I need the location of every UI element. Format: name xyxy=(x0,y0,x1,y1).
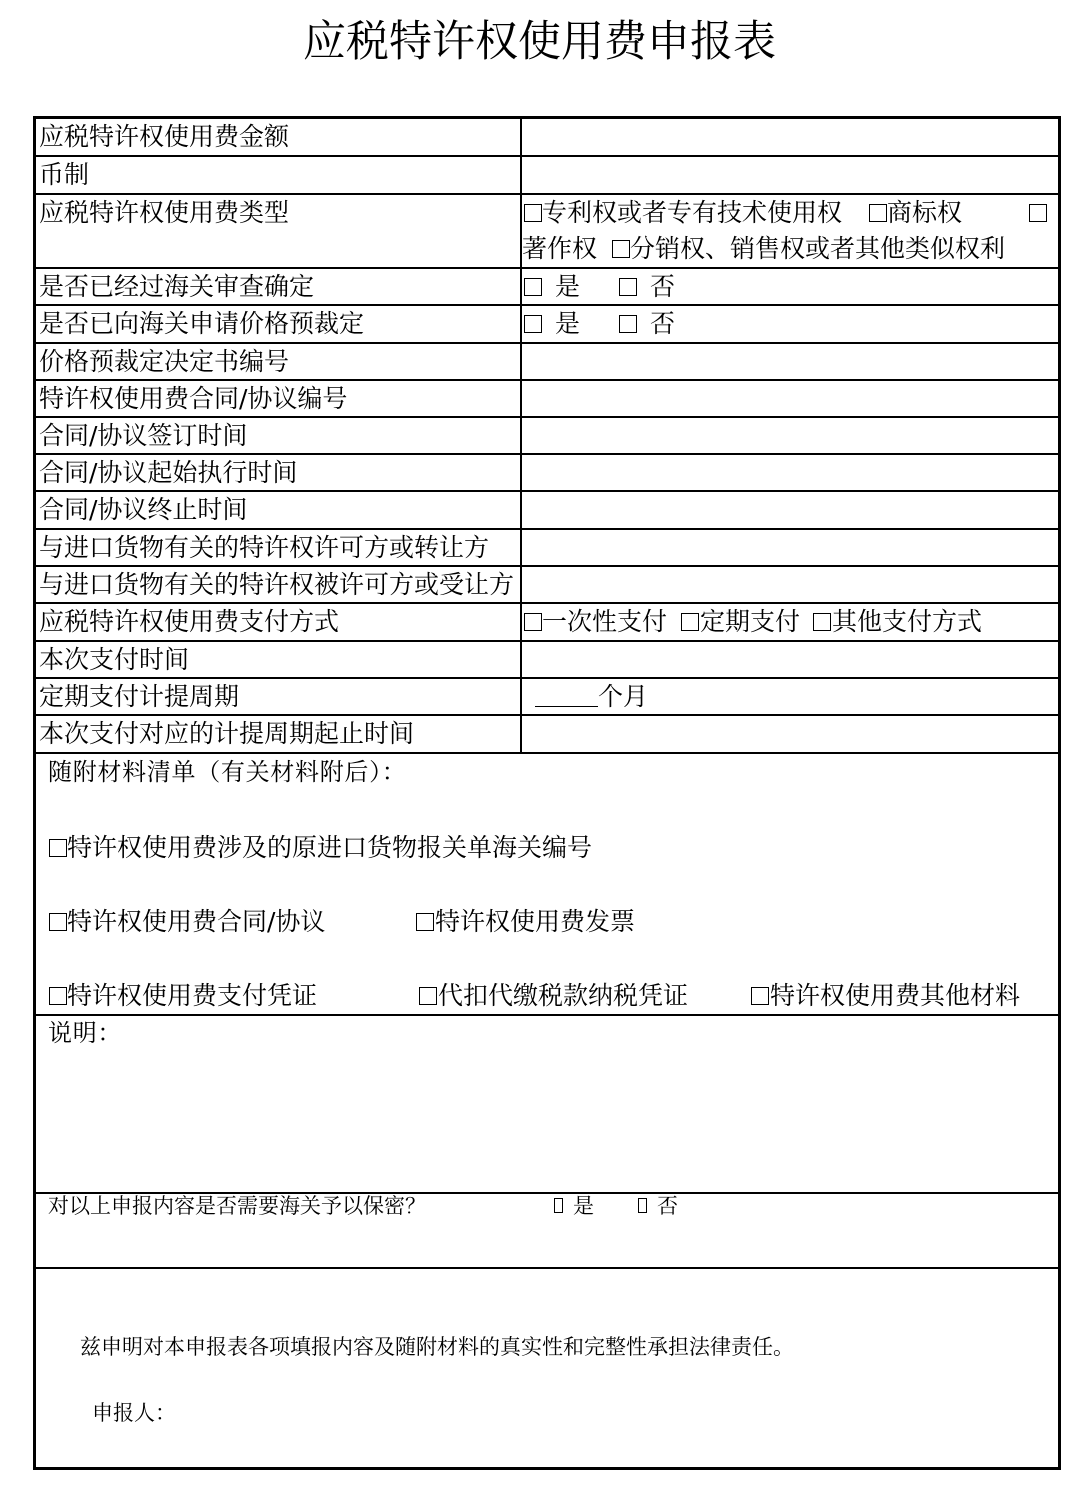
confidentiality-section xyxy=(36,1194,1058,1269)
attachments-section xyxy=(36,754,1058,1016)
declaration-statement: 兹申明对本申报表各项填报内容及随附材料的真实性和完整性承担法律责任。 xyxy=(80,1335,794,1359)
row-payment-date xyxy=(36,642,1058,679)
row-customs-reviewed xyxy=(36,269,1058,306)
attachment-invoice-label: 特许权使用费发票 xyxy=(435,907,636,936)
confidential-no-checkbox[interactable] xyxy=(638,1198,647,1213)
licensor-field[interactable] xyxy=(522,530,1058,565)
customs-reviewed-yes-label: 是 xyxy=(555,272,581,301)
customs-reviewed-no-label: 否 xyxy=(650,272,676,301)
currency-field[interactable] xyxy=(522,157,1058,193)
confidentiality-question: 对以上申报内容是否需要海关予以保密？ xyxy=(48,1194,426,1218)
confidential-yes-checkbox[interactable] xyxy=(554,1198,563,1213)
declaration-section xyxy=(36,1269,1058,1467)
royalty-amount-field[interactable] xyxy=(522,119,1058,155)
row-currency xyxy=(36,157,1058,195)
trademark-checkbox[interactable] xyxy=(869,204,887,222)
row-accrual-period xyxy=(36,679,1058,716)
notes-section xyxy=(36,1016,1058,1194)
advance-ruling-label: 是否已向海关申请价格预裁定 xyxy=(36,306,522,342)
royalty-type-label: 应税特许权使用费类型 xyxy=(36,195,522,267)
contract-start-date-field[interactable] xyxy=(522,455,1058,490)
advance-ruling-no-checkbox[interactable] xyxy=(619,315,637,333)
row-ruling-number xyxy=(36,344,1058,381)
contract-sign-date-label: 合同/协议签订时间 xyxy=(36,418,522,453)
confidential-yes-label: 是 xyxy=(573,1194,594,1218)
customs-reviewed-options xyxy=(522,269,1058,304)
distribution-option-label: 分销权、销售权或者其他类似权利 xyxy=(630,234,1006,263)
royalty-type-options xyxy=(522,195,1058,267)
row-contract-start-date xyxy=(36,455,1058,492)
lump-sum-label: 一次性支付 xyxy=(542,607,668,636)
contract-number-label: 特许权使用费合同/协议编号 xyxy=(36,381,522,416)
royalty-amount-label: 应税特许权使用费金额 xyxy=(36,119,522,155)
contract-sign-date-field[interactable] xyxy=(522,418,1058,453)
copyright-checkbox[interactable] xyxy=(1029,204,1047,222)
licensee-label: 与进口货物有关的特许权被许可方或受让方 xyxy=(36,567,522,602)
ruling-number-field[interactable] xyxy=(522,344,1058,379)
copyright-option-label: 著作权 xyxy=(522,234,598,263)
attachment-contract-label: 特许权使用费合同/协议 xyxy=(67,907,326,936)
row-contract-number xyxy=(36,381,1058,418)
notes-label: 说明： xyxy=(48,1019,123,1047)
attachment-invoice-checkbox[interactable] xyxy=(416,913,434,931)
customs-reviewed-label: 是否已经过海关审查确定 xyxy=(36,269,522,304)
attachment-declaration-number-checkbox[interactable] xyxy=(49,839,67,857)
payment-method-options xyxy=(522,604,1058,640)
row-advance-ruling xyxy=(36,306,1058,344)
accrual-period-cell xyxy=(522,679,1058,714)
other-payment-label: 其他支付方式 xyxy=(832,607,983,636)
row-contract-end-date xyxy=(36,492,1058,530)
accrual-range-field[interactable] xyxy=(522,716,1058,752)
payment-method-label: 应税特许权使用费支付方式 xyxy=(36,604,522,640)
advance-ruling-no-label: 否 xyxy=(650,309,676,338)
advance-ruling-options xyxy=(522,306,1058,342)
row-licensee xyxy=(36,567,1058,604)
other-payment-checkbox[interactable] xyxy=(813,613,831,631)
contract-start-date-label: 合同/协议起始执行时间 xyxy=(36,455,522,490)
row-contract-sign-date xyxy=(36,418,1058,455)
lump-sum-checkbox[interactable] xyxy=(524,613,542,631)
licensee-field[interactable] xyxy=(522,567,1058,602)
row-payment-method xyxy=(36,604,1058,642)
payment-date-label: 本次支付时间 xyxy=(36,642,522,677)
row-accrual-range xyxy=(36,716,1058,754)
accrual-months-field[interactable] xyxy=(535,689,598,707)
attachment-payment-proof-label: 特许权使用费支付凭证 xyxy=(67,981,318,1010)
periodic-label: 定期支付 xyxy=(700,607,801,636)
periodic-checkbox[interactable] xyxy=(681,613,699,631)
form-title: 应税特许权使用费申报表 xyxy=(303,17,776,67)
attachment-declaration-number-label: 特许权使用费涉及的原进口货物报关单海关编号 xyxy=(67,833,593,862)
row-royalty-amount xyxy=(36,119,1058,157)
attachment-contract-checkbox[interactable] xyxy=(49,913,67,931)
notes-field[interactable] xyxy=(48,1056,1044,1184)
contract-end-date-label: 合同/协议终止时间 xyxy=(36,492,522,528)
attachment-other-label: 特许权使用费其他材料 xyxy=(770,981,1021,1010)
advance-ruling-yes-checkbox[interactable] xyxy=(524,315,542,333)
attachment-withholding-tax-checkbox[interactable] xyxy=(419,987,437,1005)
row-licensor xyxy=(36,530,1058,567)
licensor-label: 与进口货物有关的特许权许可方或转让方 xyxy=(36,530,522,565)
accrual-range-label: 本次支付对应的计提周期起止时间 xyxy=(36,716,522,752)
advance-ruling-yes-label: 是 xyxy=(555,309,581,338)
payment-date-field[interactable] xyxy=(522,642,1058,677)
ruling-number-label: 价格预裁定决定书编号 xyxy=(36,344,522,379)
accrual-period-label: 定期支付计提周期 xyxy=(36,679,522,714)
currency-label: 币制 xyxy=(36,157,522,193)
attachments-heading: 随附材料清单（有关材料附后）： xyxy=(48,758,407,786)
declaration-form xyxy=(33,116,1061,1470)
row-royalty-type xyxy=(36,195,1058,269)
signer-label: 申报人： xyxy=(92,1401,176,1425)
patent-option-label: 专利权或者专有技术使用权 xyxy=(542,198,843,227)
distribution-checkbox[interactable] xyxy=(612,240,630,258)
contract-number-field[interactable] xyxy=(522,381,1058,416)
contract-end-date-field[interactable] xyxy=(522,492,1058,528)
attachment-withholding-tax-label: 代扣代缴税款纳税凭证 xyxy=(438,981,689,1010)
patent-checkbox[interactable] xyxy=(524,204,542,222)
accrual-unit-label: 个月 xyxy=(598,682,649,711)
customs-reviewed-yes-checkbox[interactable] xyxy=(524,278,542,296)
trademark-option-label: 商标权 xyxy=(887,198,963,227)
attachment-other-checkbox[interactable] xyxy=(751,987,769,1005)
signer-field[interactable] xyxy=(178,1399,498,1427)
confidential-no-label: 否 xyxy=(657,1194,678,1218)
attachment-payment-proof-checkbox[interactable] xyxy=(49,987,67,1005)
customs-reviewed-no-checkbox[interactable] xyxy=(619,278,637,296)
